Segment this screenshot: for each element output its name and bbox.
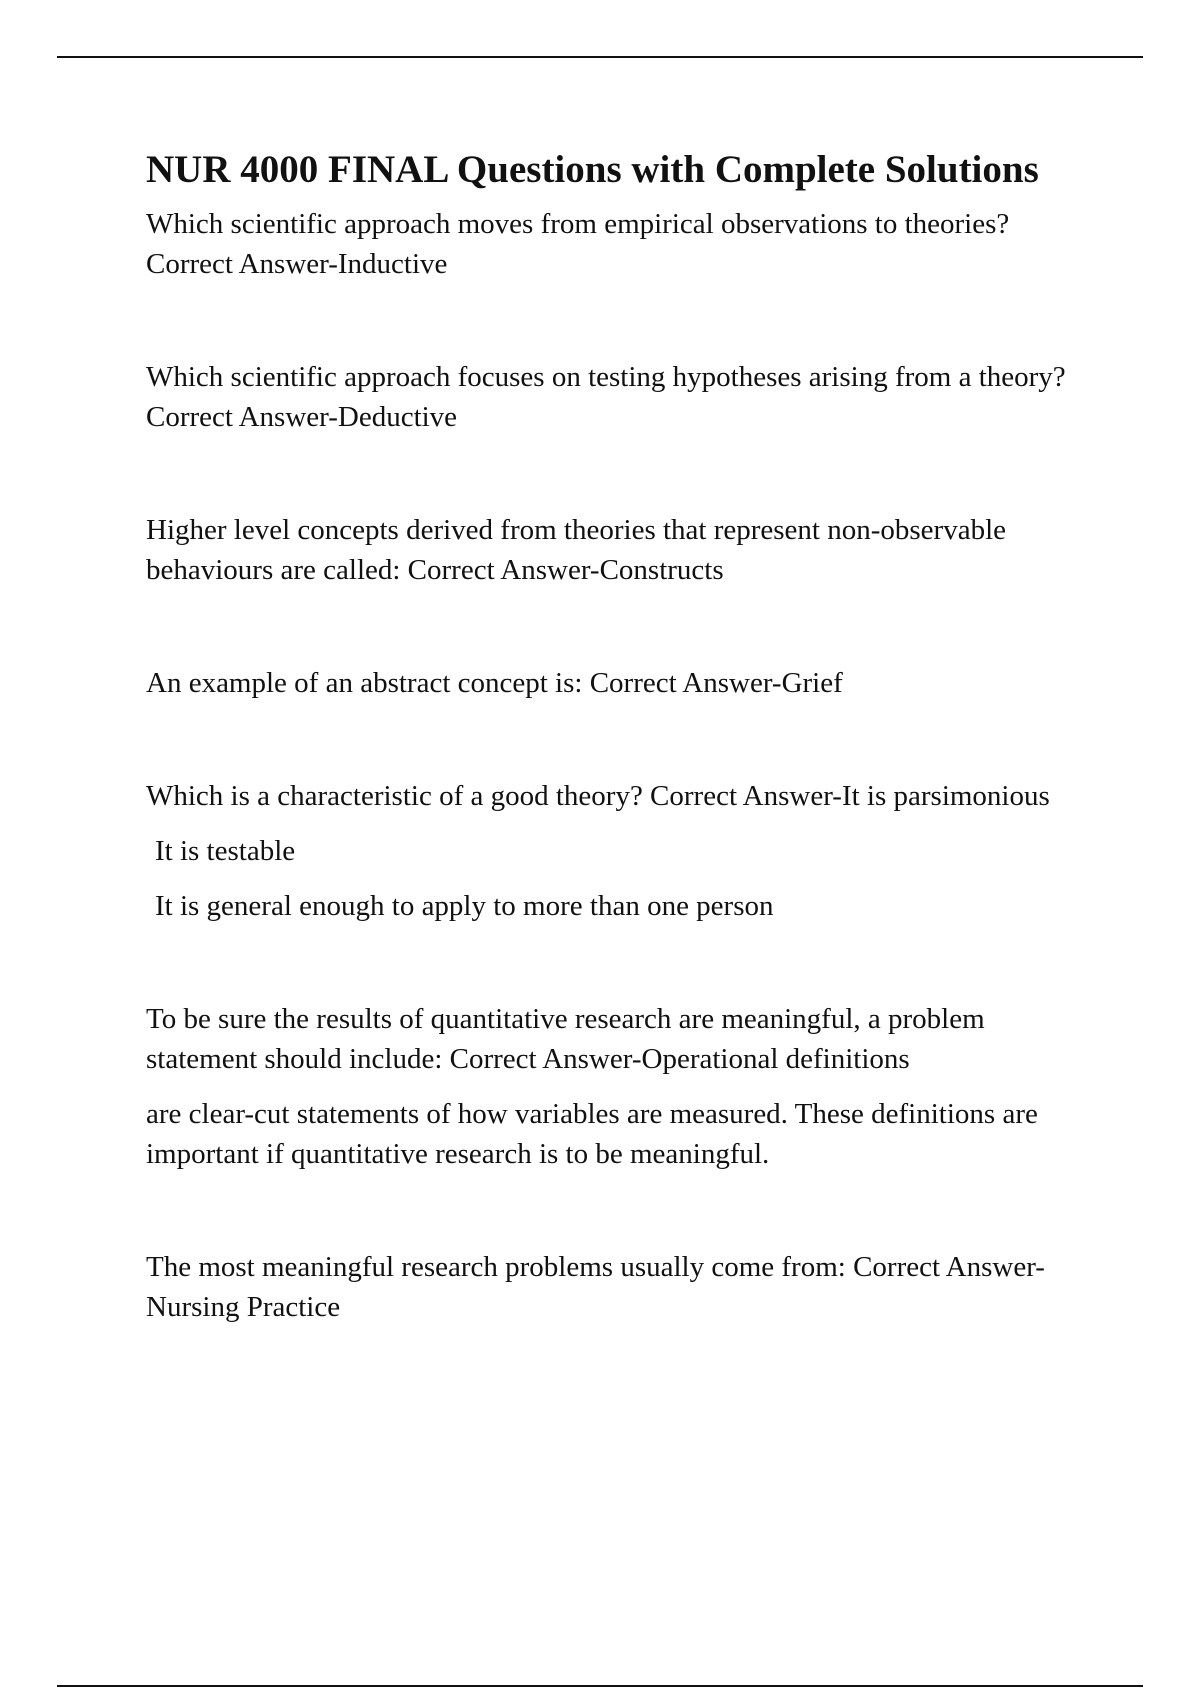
qa-item-3 [146, 510, 1096, 590]
qa-item-6 [146, 999, 1096, 1174]
document-body [146, 142, 1096, 1327]
qa-text: Higher level concepts derived from theories that represent non-observable behaviours are called: Correct Answer-Constructs [146, 514, 1007, 586]
qa-item-2 [146, 357, 1096, 437]
document-title: NUR 4000 FINAL Questions with Complete Solutions [146, 148, 1039, 191]
qa-text: To be sure the results of quantitative research are meaningful, a problem statement should include: Correct Answer-Operational definitions [146, 1003, 985, 1075]
qa-item-7 [146, 1247, 1096, 1327]
qa-text: An example of an abstract concept is: Correct Answer-Grief [146, 667, 843, 699]
qa-extra-line: It is testable [155, 835, 296, 867]
header-rule [57, 56, 1143, 58]
qa-item-4 [146, 663, 1096, 703]
qa-text: The most meaningful research problems usually come from: Correct Answer-Nursing Practice [146, 1251, 1045, 1323]
qa-extra-line: It is general enough to apply to more than one person [155, 890, 774, 922]
qa-text: Which scientific approach moves from empirical observations to theories? Correct Answer-Inductive [146, 208, 1010, 280]
qa-item-5 [146, 776, 1096, 926]
qa-text: Which scientific approach focuses on testing hypotheses arising from a theory? Correct Answer-Deductive [146, 361, 1066, 433]
footer-rule [57, 1685, 1143, 1687]
qa-extra-paragraph: are clear-cut statements of how variables are measured. These definitions are important if quantitative research is to be meaningful. [146, 1098, 1038, 1170]
qa-text: Which is a characteristic of a good theory? Correct Answer-It is parsimonious [146, 780, 1050, 812]
qa-item-1 [146, 204, 1096, 284]
